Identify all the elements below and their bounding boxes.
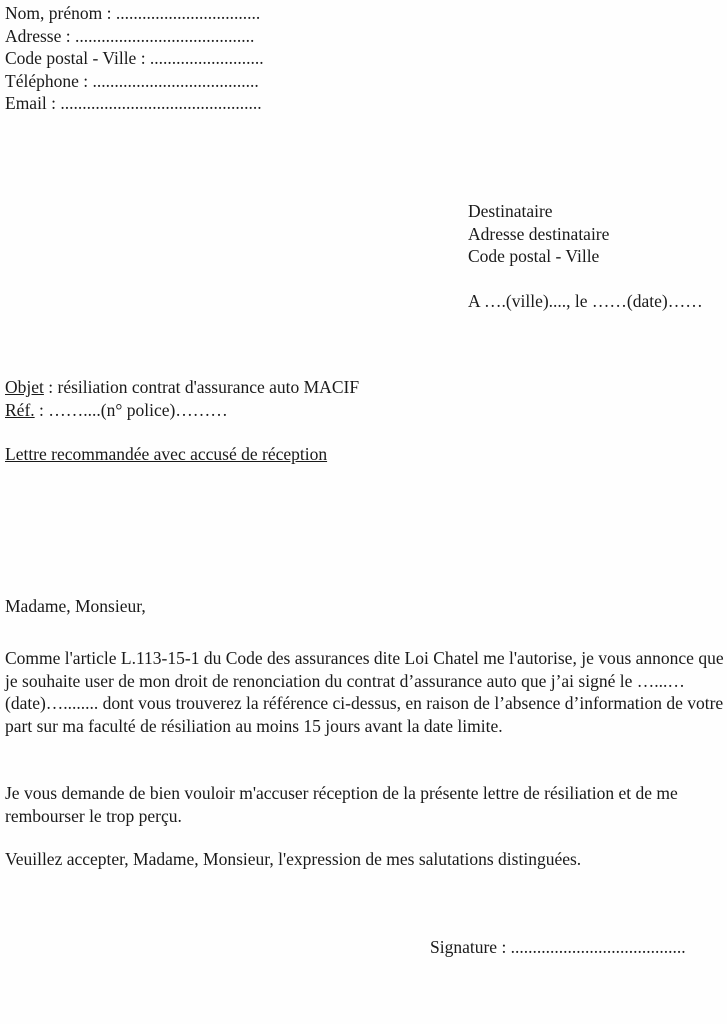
recipient-block [468,200,609,268]
sender-phone-line: Téléphone : ...................................... [5,70,259,91]
sender-address-line: Adresse : ......................................... [5,25,255,46]
subject-label: Objet [5,377,44,397]
registered-letter-mention: Lettre recommandée avec accusé de réception [5,444,328,464]
sender-city-line: Code postal - Ville : .......................... [5,48,264,68]
body-paragraph-3: Veuillez accepter, Madame, Monsieur, l'expression de mes salutations distinguées. [5,849,582,869]
date-line: A ….(ville)...., le ……(date)…… [468,291,703,311]
salutation: Madame, Monsieur, [5,596,146,616]
body-paragraph-2: Je vous demande de bien vouloir m'accuser réception de la présente lettre de résiliation et de me rembourser le trop perçu. [5,783,678,826]
recipient-address-line: Adresse destinataire [468,223,610,244]
subject-block [5,376,359,421]
reference-line [5,399,359,422]
subject-value: : résiliation contrat d'assurance auto MACIF [43,377,360,397]
sender-block [5,2,264,115]
sender-email-line: Email : .............................................. [5,93,262,113]
subject-line [5,376,359,399]
reference-value: : ……....(n° police)……… [34,399,228,420]
body-paragraph-1: Comme l'article L.113-15-1 du Code des assurances dite Loi Chatel me l'autorise, je vous annonce que je souhaite user de mon droit de renonciation du contrat d’assurance auto que j’ai signé le …...…(date)…........ dont vous trouverez la référence ci-dessus, en raison de l’absence d’information de votre part sur ma faculté de résiliation au moins 15 jours avant la date limite. [5,648,724,736]
signature-line: Signature : ........................................ [430,937,686,957]
sender-name-line: Nom, prénom : ................................. [5,3,261,23]
recipient-name-line: Destinataire [468,201,553,221]
recipient-city-line: Code postal - Ville [468,246,600,266]
reference-label: Réf. [5,399,35,420]
